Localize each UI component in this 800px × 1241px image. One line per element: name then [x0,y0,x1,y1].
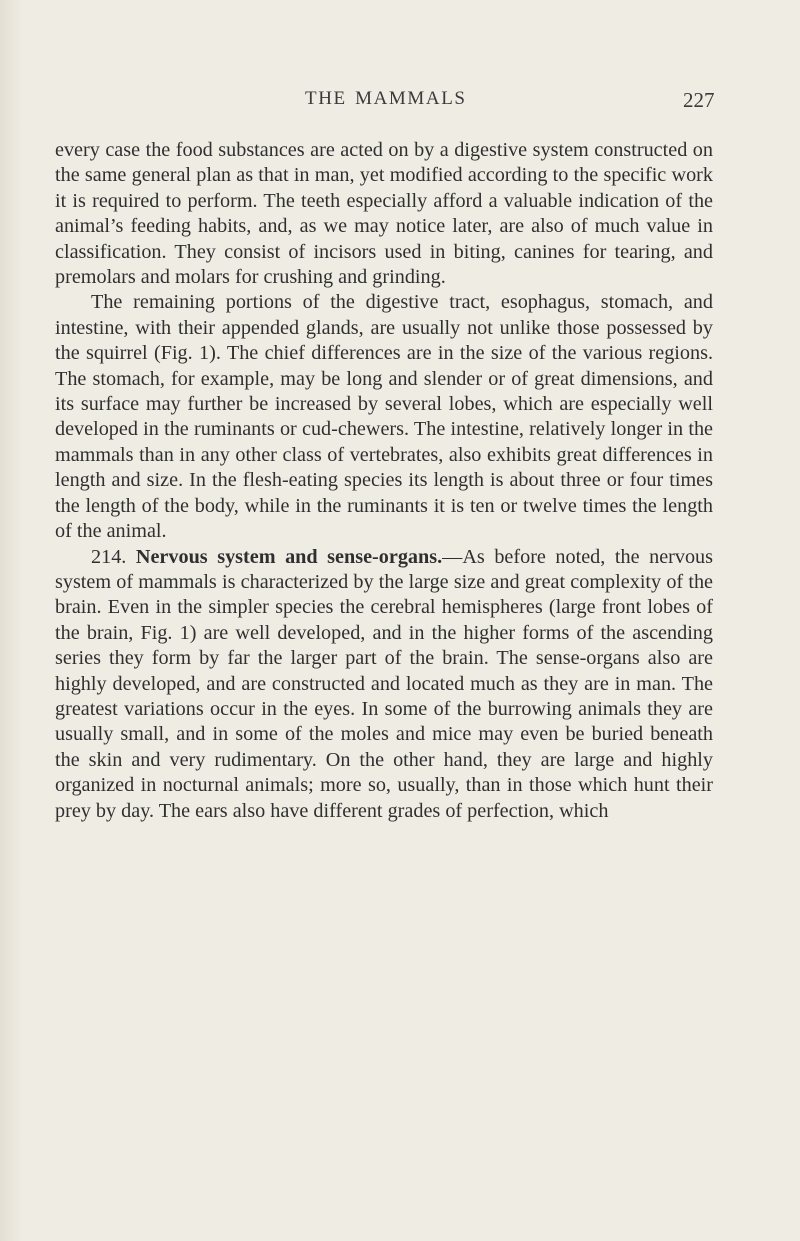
page-gutter-shadow [0,0,22,1241]
body-text [55,138,713,824]
paragraph-digestive-tract [55,290,713,544]
paragraph-nervous-system [55,545,713,824]
paragraph-text: —As before noted, the nervous system of mammals is characterized by the large size and great complexity of the brain. Even in the simpler species the cerebral hemispheres (large front lobes of the brain, Fig. 1) are well developed, and in the higher forms of the ascending series they form by far the larger part of the brain. The sense-organs also are highly developed, and are constructed and located much as they are in man. The greatest variations occur in the eyes. In some of the burrowing animals they are usually small, and in some of the moles and mice may even be buried beneath the skin and very rudimentary. On the other hand, they are large and highly organized in nocturnal animals; more so, usually, than in those which hunt their prey by day. The ears also have different grades of perfection, which [55,545,714,822]
page-number: 227 [683,88,715,112]
paragraph-text: every case the food substances are acted on by a digestive system constructed on the same general plan as that in man, yet modified according to the specific work it is required to perform. The teeth especially afford a valuable indication of the animal’s feeding habits, and, as we may notice later, are also of much value in classification. They consist of incisors used in biting, canines for tearing, and premolars and molars for crushing and grinding. [55,139,713,289]
paragraph-text: The remaining portions of the digestive tract, esophagus, stomach, and intestine, with their appended glands, are usually not unlike those possessed by the squirrel (Fig. 1). The chief differences are in the size of the various regions. The stomach, for example, may be long and slender or of great dimensions, and its surface may further be increased by several lobes, which are especially well developed in the ruminants or cud-chewers. The intestine, relatively longer in the mammals than in any other class of vertebrates, also exhibits great differences in length and size. In the flesh-eating species its length is about three or four times the length of the body, while in the ruminants it is ten or twelve times the length of the animal. [55,291,713,543]
paragraph-digestive-system [55,138,713,290]
section-number: 214. [91,545,127,568]
section-heading: Nervous system and sense-organs. [135,545,443,568]
running-head: THE MAMMALS [305,88,467,109]
page-header [0,88,800,118]
